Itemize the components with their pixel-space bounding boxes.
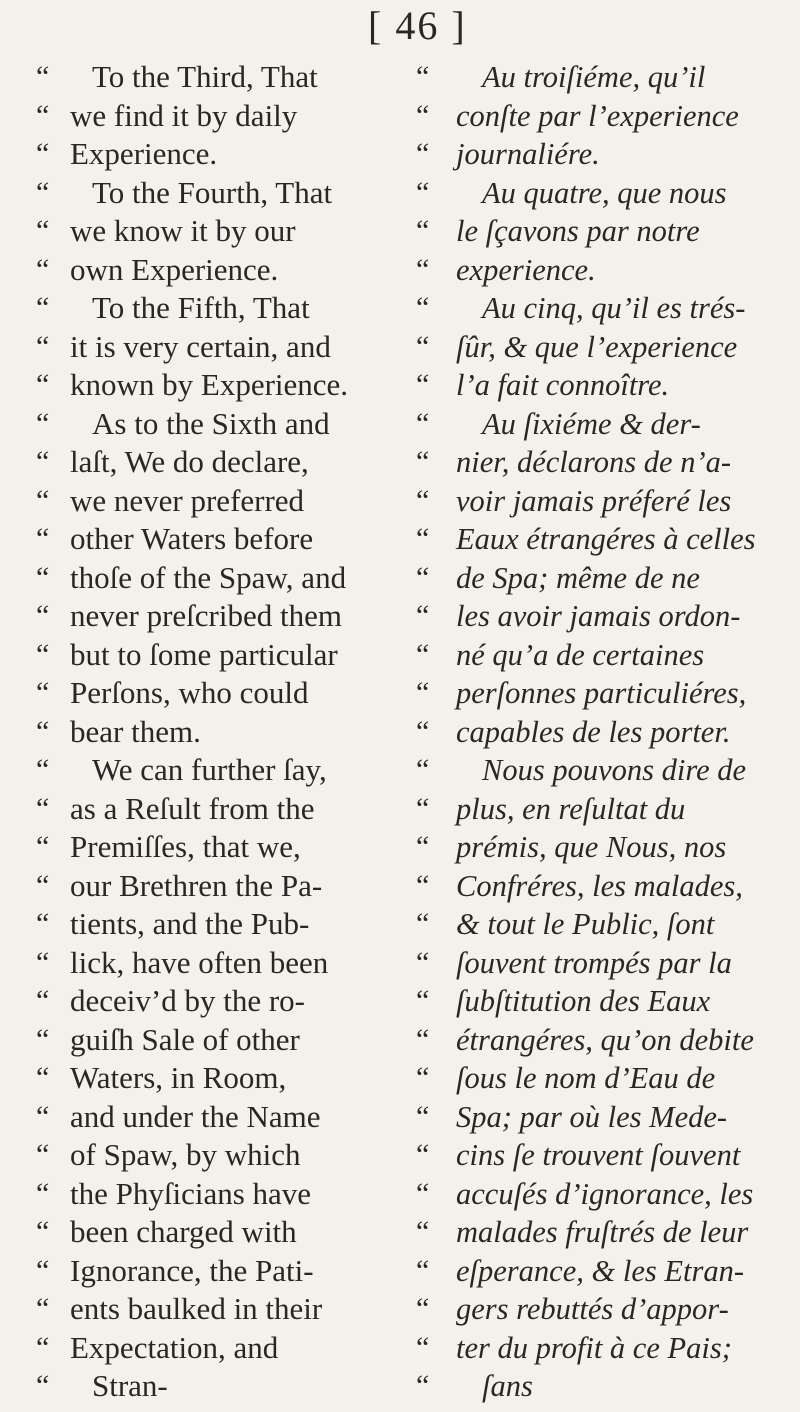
quotation-mark: “ bbox=[36, 945, 50, 979]
quotation-mark: “ bbox=[36, 1253, 50, 1287]
english-line bbox=[0, 1175, 400, 1214]
quotation-mark: “ bbox=[36, 252, 50, 286]
french-line bbox=[416, 559, 800, 598]
line-text: plus, en reſultat du bbox=[456, 791, 686, 826]
quotation-mark: “ bbox=[36, 1330, 50, 1364]
quotation-mark: “ bbox=[416, 984, 430, 1017]
quotation-mark: “ bbox=[36, 753, 50, 786]
english-line bbox=[0, 559, 400, 598]
quotation-mark: “ bbox=[416, 1176, 430, 1210]
line-text: eſperance, & les Etran- bbox=[456, 1253, 744, 1288]
french-line bbox=[416, 97, 800, 136]
line-text: voir jamais préferé les bbox=[456, 483, 732, 518]
quotation-mark: “ bbox=[36, 445, 50, 478]
english-line bbox=[0, 1290, 400, 1329]
line-text: guiſh Sale of other bbox=[70, 1021, 300, 1057]
quotation-mark: “ bbox=[416, 1022, 430, 1056]
line-text: known by Experience. bbox=[70, 367, 349, 402]
line-text: ſûr, & que l’experience bbox=[456, 329, 738, 364]
french-line bbox=[416, 251, 800, 290]
line-text: we know it by our bbox=[70, 213, 296, 248]
line-text: malades fruſtrés de leur bbox=[456, 1215, 749, 1249]
line-text: ſans bbox=[482, 1369, 533, 1403]
french-line bbox=[416, 328, 800, 367]
english-line bbox=[0, 212, 400, 251]
line-text: Eaux étrangéres à celles bbox=[456, 522, 756, 556]
quotation-mark: “ bbox=[36, 368, 50, 401]
line-text: As to the Sixth and bbox=[92, 405, 330, 441]
quotation-mark: “ bbox=[416, 560, 430, 594]
line-text: other Waters before bbox=[70, 521, 314, 556]
line-text: prémis, que Nous, nos bbox=[456, 830, 727, 864]
quotation-mark: “ bbox=[36, 1138, 50, 1171]
quotation-mark: “ bbox=[36, 791, 50, 825]
line-text: ſubſtitution des Eaux bbox=[456, 984, 711, 1018]
line-text: nier, déclarons de n’a- bbox=[456, 445, 732, 479]
english-line bbox=[0, 597, 400, 636]
line-text: as a Reſult from the bbox=[70, 790, 315, 826]
line-text: Experience. bbox=[70, 136, 218, 171]
quotation-mark: “ bbox=[36, 1215, 50, 1248]
quotation-mark: “ bbox=[416, 60, 430, 93]
line-text: Waters, in Room, bbox=[70, 1060, 287, 1095]
french-line bbox=[416, 443, 800, 482]
line-text: Au quatre, que nous bbox=[482, 175, 727, 210]
quotation-mark: “ bbox=[36, 406, 50, 440]
french-line bbox=[416, 58, 800, 97]
english-line bbox=[0, 289, 400, 328]
line-text: To the Fifth, That bbox=[92, 290, 310, 325]
english-line bbox=[0, 366, 400, 405]
line-text: ſous le nom d’Eau de bbox=[456, 1061, 716, 1095]
line-text: been charged with bbox=[70, 1214, 297, 1249]
french-line bbox=[416, 713, 800, 752]
english-line bbox=[0, 1252, 400, 1291]
french-line bbox=[416, 366, 800, 405]
quotation-mark: “ bbox=[36, 522, 50, 555]
french-line bbox=[416, 1290, 800, 1329]
french-line bbox=[416, 174, 800, 213]
line-text: but to ſome particular bbox=[70, 636, 338, 672]
line-text: journaliére. bbox=[456, 137, 600, 171]
line-text: deceiv’d by the ro- bbox=[70, 983, 305, 1018]
french-line bbox=[416, 1098, 800, 1137]
quotation-mark: “ bbox=[416, 214, 430, 247]
line-text: Spa; par où les Mede- bbox=[456, 1099, 728, 1134]
french-line bbox=[416, 674, 800, 713]
line-text: of Spaw, by which bbox=[70, 1137, 301, 1172]
line-text: bear them. bbox=[70, 713, 201, 749]
line-text: We can further ſay, bbox=[92, 752, 327, 787]
line-text: To the Third, That bbox=[92, 59, 318, 94]
line-text: Expectation, and bbox=[70, 1329, 279, 1365]
line-text: conſte par l’experience bbox=[456, 98, 739, 133]
english-line bbox=[0, 443, 400, 482]
quotation-mark: “ bbox=[36, 1176, 50, 1210]
line-text: Premiſſes, that we, bbox=[70, 829, 301, 864]
quotation-mark: “ bbox=[416, 1292, 430, 1325]
french-line bbox=[416, 944, 800, 983]
quotation-mark: “ bbox=[416, 1369, 430, 1402]
french-line bbox=[416, 1367, 800, 1406]
quotation-mark: “ bbox=[36, 868, 50, 902]
quotation-mark: “ bbox=[416, 907, 430, 940]
quotation-mark: “ bbox=[416, 406, 430, 440]
french-line bbox=[416, 905, 800, 944]
line-text: étrangéres, qu’on debite bbox=[456, 1022, 754, 1057]
quotation-mark: “ bbox=[36, 329, 50, 363]
line-text: capables de les porter. bbox=[456, 714, 731, 749]
french-line bbox=[416, 828, 800, 867]
english-line bbox=[0, 174, 400, 213]
french-line bbox=[416, 751, 800, 790]
french-line bbox=[416, 135, 800, 174]
quotation-mark: “ bbox=[36, 175, 50, 209]
line-text: it is very certain, and bbox=[70, 328, 331, 364]
quotation-mark: “ bbox=[36, 714, 50, 748]
english-line bbox=[0, 982, 400, 1021]
english-line bbox=[0, 1329, 400, 1368]
line-text: and under the Name bbox=[70, 1098, 321, 1134]
french-line bbox=[416, 1059, 800, 1098]
quotation-mark: “ bbox=[416, 291, 430, 324]
quotation-mark: “ bbox=[416, 753, 430, 786]
line-text: ents baulked in their bbox=[70, 1291, 323, 1326]
quotation-mark: “ bbox=[36, 984, 50, 1017]
french-line bbox=[416, 597, 800, 636]
quotation-mark: “ bbox=[36, 98, 50, 132]
english-line bbox=[0, 1021, 400, 1060]
quotation-mark: “ bbox=[36, 60, 50, 93]
line-text: thoſe of the Spaw, and bbox=[70, 559, 347, 595]
line-text: le ſçavons par notre bbox=[456, 214, 700, 248]
french-line bbox=[416, 1175, 800, 1214]
quotation-mark: “ bbox=[416, 175, 430, 209]
english-line bbox=[0, 905, 400, 944]
quotation-mark: “ bbox=[416, 830, 430, 863]
quotation-mark: “ bbox=[416, 676, 430, 709]
english-line bbox=[0, 251, 400, 290]
quotation-mark: “ bbox=[416, 483, 430, 517]
line-text: tients, and the Pub- bbox=[70, 906, 310, 941]
quotation-mark: “ bbox=[416, 1138, 430, 1171]
french-line bbox=[416, 867, 800, 906]
english-line bbox=[0, 405, 400, 444]
quotation-mark: “ bbox=[416, 714, 430, 748]
quotation-mark: “ bbox=[416, 329, 430, 363]
line-text: the Phyſicians have bbox=[70, 1175, 312, 1211]
line-text: Stran- bbox=[92, 1368, 168, 1403]
french-line bbox=[416, 1329, 800, 1368]
quotation-mark: “ bbox=[36, 1061, 50, 1094]
french-line bbox=[416, 1136, 800, 1175]
quotation-mark: “ bbox=[416, 137, 430, 170]
english-line bbox=[0, 790, 400, 829]
english-line bbox=[0, 1098, 400, 1137]
english-line bbox=[0, 135, 400, 174]
quotation-mark: “ bbox=[416, 599, 430, 632]
quotation-mark: “ bbox=[36, 1292, 50, 1325]
french-line bbox=[416, 520, 800, 559]
quotation-mark: “ bbox=[416, 368, 430, 401]
line-text: Au troiſiéme, qu’il bbox=[482, 60, 706, 94]
line-text: Nous pouvons dire de bbox=[482, 753, 747, 787]
quotation-mark: “ bbox=[36, 637, 50, 671]
quotation-mark: “ bbox=[416, 791, 430, 825]
line-text: gers rebuttés d’appor- bbox=[456, 1292, 729, 1326]
quotation-mark: “ bbox=[36, 214, 50, 247]
french-line bbox=[416, 482, 800, 521]
english-line bbox=[0, 828, 400, 867]
french-line bbox=[416, 289, 800, 328]
line-text: laſt, We do declare, bbox=[70, 444, 309, 479]
english-line bbox=[0, 944, 400, 983]
french-line bbox=[416, 790, 800, 829]
quotation-mark: “ bbox=[416, 1061, 430, 1094]
english-line bbox=[0, 1136, 400, 1175]
quotation-mark: “ bbox=[36, 560, 50, 594]
quotation-mark: “ bbox=[36, 830, 50, 863]
line-text: own Experience. bbox=[70, 251, 279, 287]
line-text: & tout le Public, ſont bbox=[456, 907, 715, 941]
quotation-mark: “ bbox=[416, 1330, 430, 1364]
english-line bbox=[0, 1059, 400, 1098]
line-text: Au ſixiéme & der- bbox=[482, 406, 701, 441]
quotation-mark: “ bbox=[36, 1022, 50, 1056]
french-column bbox=[416, 58, 800, 1406]
line-text: we never preferred bbox=[70, 482, 305, 518]
quotation-mark: “ bbox=[416, 98, 430, 132]
quotation-mark: “ bbox=[36, 1369, 50, 1402]
french-line bbox=[416, 1021, 800, 1060]
quotation-mark: “ bbox=[416, 522, 430, 555]
english-line bbox=[0, 751, 400, 790]
french-line bbox=[416, 636, 800, 675]
quotation-mark: “ bbox=[416, 1099, 430, 1133]
line-text: our Brethren the Pa- bbox=[70, 867, 323, 903]
quotation-mark: “ bbox=[416, 1215, 430, 1248]
english-line bbox=[0, 636, 400, 675]
french-line bbox=[416, 1213, 800, 1252]
line-text: accuſés d’ignorance, les bbox=[456, 1176, 754, 1211]
line-text: lick, have often been bbox=[70, 944, 329, 980]
french-line bbox=[416, 982, 800, 1021]
line-text: cins ſe trouvent ſouvent bbox=[456, 1138, 741, 1172]
quotation-mark: “ bbox=[416, 868, 430, 902]
quotation-mark: “ bbox=[36, 291, 50, 324]
line-text: ter du profit à ce Pais; bbox=[456, 1330, 732, 1365]
french-line bbox=[416, 212, 800, 251]
line-text: né qu’a de certaines bbox=[456, 637, 705, 672]
line-text: Ignorance, the Pati- bbox=[70, 1252, 314, 1288]
line-text: To the Fourth, That bbox=[92, 174, 333, 210]
quotation-mark: “ bbox=[416, 1253, 430, 1287]
line-text: l’a fait connoître. bbox=[456, 368, 670, 402]
quotation-mark: “ bbox=[416, 445, 430, 478]
english-line bbox=[0, 713, 400, 752]
english-line bbox=[0, 328, 400, 367]
line-text: Confréres, les malades, bbox=[456, 868, 743, 903]
quotation-mark: “ bbox=[416, 252, 430, 286]
english-line bbox=[0, 1213, 400, 1252]
line-text: experience. bbox=[456, 252, 596, 287]
english-line bbox=[0, 58, 400, 97]
quotation-mark: “ bbox=[416, 637, 430, 671]
english-line bbox=[0, 482, 400, 521]
line-text: never preſcribed them bbox=[70, 598, 342, 633]
quotation-mark: “ bbox=[36, 137, 50, 170]
line-text: Perſons, who could bbox=[70, 675, 309, 710]
french-line bbox=[416, 405, 800, 444]
line-text: les avoir jamais ordon- bbox=[456, 599, 741, 633]
english-line bbox=[0, 867, 400, 906]
english-line bbox=[0, 674, 400, 713]
quotation-mark: “ bbox=[36, 907, 50, 940]
line-text: de Spa; même de ne bbox=[456, 560, 700, 595]
quotation-mark: “ bbox=[36, 676, 50, 709]
english-line bbox=[0, 520, 400, 559]
quotation-mark: “ bbox=[416, 945, 430, 979]
english-column bbox=[0, 58, 400, 1406]
page-number: [ 46 ] bbox=[368, 3, 467, 48]
line-text: ſouvent trompés par la bbox=[456, 945, 732, 980]
english-line bbox=[0, 1367, 400, 1406]
french-line bbox=[416, 1252, 800, 1291]
quotation-mark: “ bbox=[36, 599, 50, 632]
quotation-mark: “ bbox=[36, 1099, 50, 1133]
line-text: Au cinq, qu’il es trés- bbox=[482, 291, 746, 325]
english-line bbox=[0, 97, 400, 136]
quotation-mark: “ bbox=[36, 483, 50, 517]
line-text: perſonnes particuliéres, bbox=[456, 676, 747, 710]
line-text: we find it by daily bbox=[70, 97, 298, 133]
